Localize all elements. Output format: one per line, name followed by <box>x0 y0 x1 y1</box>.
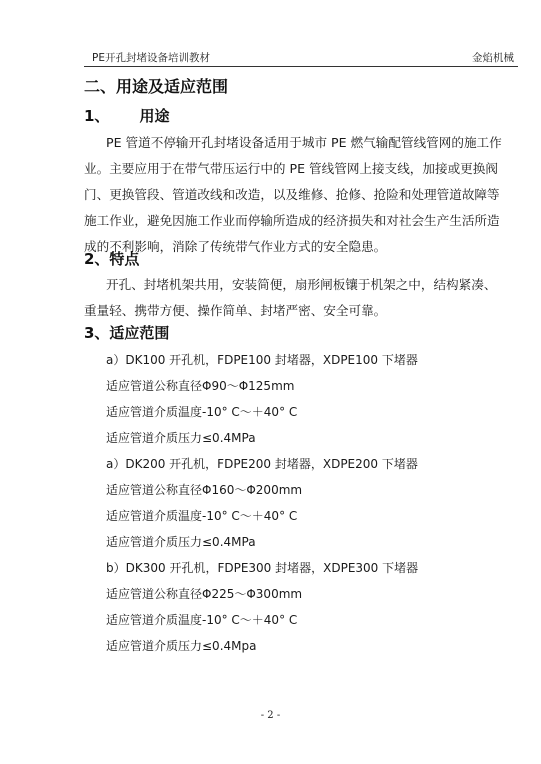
spec-line: 适应管道公称直径Φ90～Φ125mm <box>106 379 295 393</box>
paragraph-line: 开孔、封堵机架共用，安装简便，扇形闸板镶于机架之中，结构紧凑、 <box>106 277 497 292</box>
spec-line: 适应管道介质温度-10° C～＋40° C <box>106 509 298 523</box>
usage-paragraph <box>84 130 518 260</box>
features-heading: 2、特点 <box>84 250 140 268</box>
header-divider <box>84 66 518 67</box>
usage-heading-number: 1、 <box>84 107 110 125</box>
features-paragraph <box>84 272 518 324</box>
paragraph-line: PE 管道不停输开孔封堵设备适用于城市 PE 燃气输配管线管网的施工作 <box>106 135 502 150</box>
paragraph-line: 重量轻、携带方便、操作简单、封堵严密、安全可靠。 <box>84 303 387 318</box>
scope-heading: 3、适应范围 <box>84 324 170 342</box>
usage-heading <box>84 105 169 127</box>
spec-line: 适应管道介质压力≤0.4Mpa <box>106 639 257 653</box>
spec-line: 适应管道公称直径Φ160～Φ200mm <box>106 483 303 497</box>
paragraph-line: 成的不利影响，消除了传统带气作业方式的安全隐患。 <box>84 239 387 254</box>
header-title: PE开孔封堵设备培训教材 <box>92 52 210 64</box>
section-title: 二、用途及适应范围 <box>84 77 229 96</box>
paragraph-line: 门、更换管段、管道改线和改造，以及维修、抢修、抢险和处理管道故障等 <box>84 187 500 202</box>
spec-model-line: b）DK300 开孔机，FDPE300 封堵器，XDPE300 下堵器 <box>106 561 419 575</box>
spec-line: 适应管道介质温度-10° C～＋40° C <box>106 405 298 419</box>
paragraph-line: 业。主要应用于在带气带压运行中的 PE 管线管网上接支线，加接或更换阀 <box>84 161 498 176</box>
paragraph-line: 施工作业，避免因施工作业而停输所造成的经济损失和对社会生产生活所造 <box>84 213 500 228</box>
spec-line: 适应管道公称直径Φ225～Φ300mm <box>106 587 303 601</box>
spec-model-line: a）DK100 开孔机，FDPE100 封堵器，XDPE100 下堵器 <box>106 353 418 367</box>
page-number: - 2 - <box>260 710 281 721</box>
spec-line: 适应管道介质温度-10° C～＋40° C <box>106 613 298 627</box>
usage-heading-text: 用途 <box>139 107 170 125</box>
spec-model-line: a）DK200 开孔机，FDPE200 封堵器，XDPE200 下堵器 <box>106 457 418 471</box>
spec-line: 适应管道介质压力≤0.4MPa <box>106 431 256 445</box>
header-company: 金焰机械 <box>472 52 514 64</box>
page-header <box>84 50 518 66</box>
spec-line: 适应管道介质压力≤0.4MPa <box>106 535 256 549</box>
